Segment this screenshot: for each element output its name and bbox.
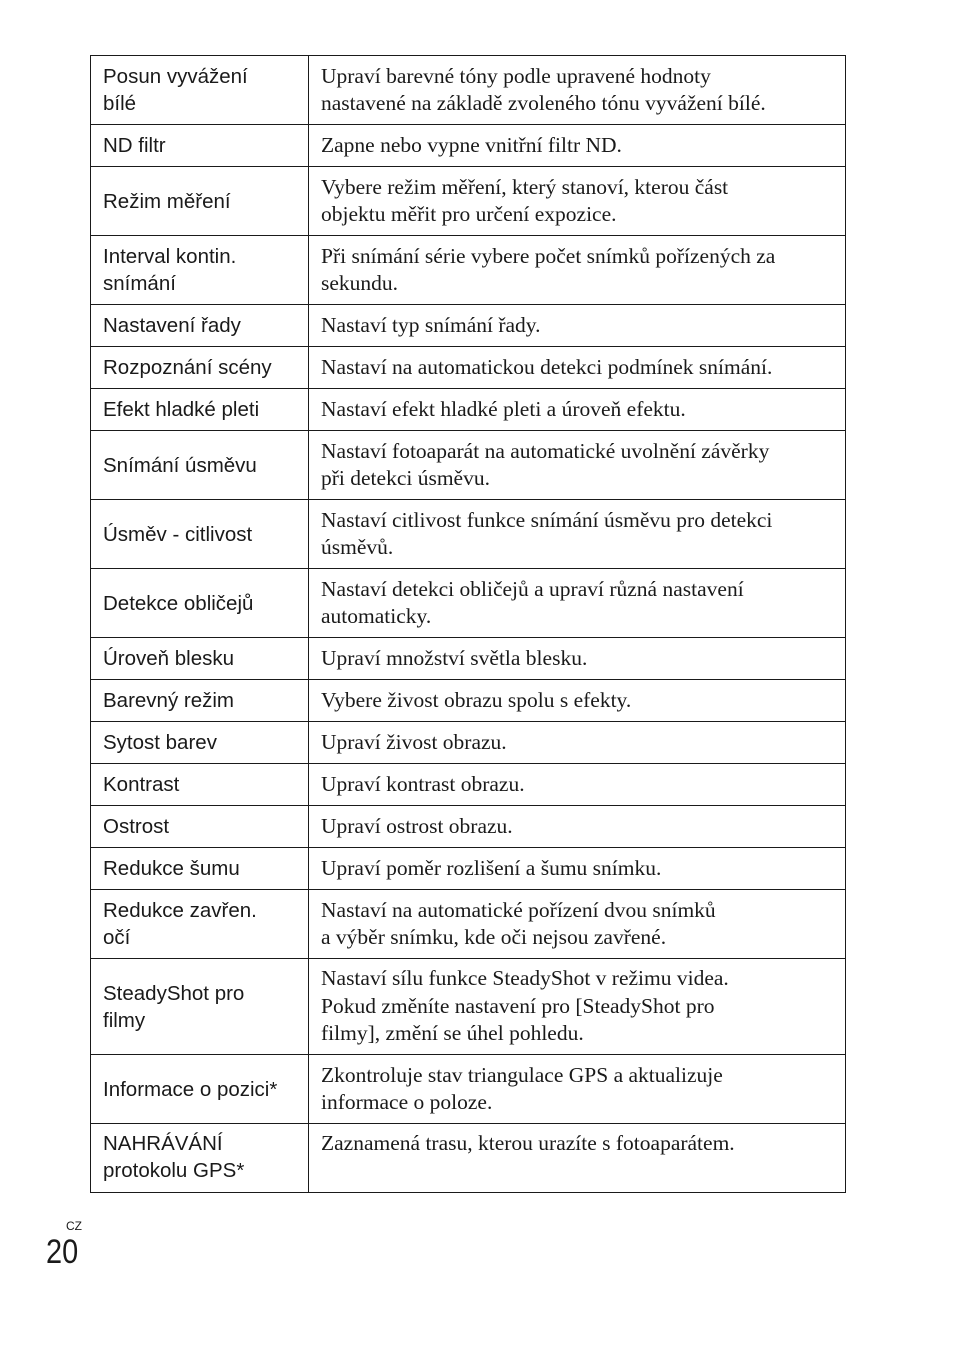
setting-description: Upraví živost obrazu. <box>309 722 846 764</box>
setting-description: Upraví barevné tóny podle upravené hodnoty nastavené na základě zvoleného tónu vyvážení bílé. <box>309 56 846 125</box>
settings-table <box>90 55 846 1193</box>
setting-description: Vybere režim měření, který stanoví, kterou část objektu měřit pro určení expozice. <box>309 167 846 236</box>
table-row <box>91 1055 846 1124</box>
setting-description: Při snímání série vybere počet snímků pořízených za sekundu. <box>309 236 846 305</box>
setting-description: Zkontroluje stav triangulace GPS a aktualizuje informace o poloze. <box>309 1055 846 1124</box>
setting-description: Nastaví detekci obličejů a upraví různá nastavení automaticky. <box>309 569 846 638</box>
setting-name: Režim měření <box>91 167 309 236</box>
setting-description: Nastaví na automatické pořízení dvou snímků a výběr snímku, kde oči nejsou zavřené. <box>309 890 846 959</box>
setting-name: Redukce zavřen. očí <box>91 890 309 959</box>
setting-description: Upraví ostrost obrazu. <box>309 806 846 848</box>
setting-description: Upraví kontrast obrazu. <box>309 764 846 806</box>
setting-name: Snímání úsměvu <box>91 431 309 500</box>
table-row <box>91 680 846 722</box>
table-row <box>91 638 846 680</box>
setting-name: Nastavení řady <box>91 305 309 347</box>
setting-name: Barevný režim <box>91 680 309 722</box>
table-row <box>91 500 846 569</box>
setting-name: Detekce obličejů <box>91 569 309 638</box>
setting-description: Zapne nebo vypne vnitřní filtr ND. <box>309 125 846 167</box>
setting-description: Nastaví fotoaparát na automatické uvolnění závěrky při detekci úsměvu. <box>309 431 846 500</box>
setting-description: Upraví poměr rozlišení a šumu snímku. <box>309 848 846 890</box>
table-row <box>91 236 846 305</box>
setting-name: Úsměv - citlivost <box>91 500 309 569</box>
table-row <box>91 1124 846 1193</box>
table-row <box>91 305 846 347</box>
table-row <box>91 848 846 890</box>
setting-name: Kontrast <box>91 764 309 806</box>
table-row <box>91 347 846 389</box>
table-row <box>91 389 846 431</box>
table-row <box>91 890 846 959</box>
setting-description: Nastaví na automatickou detekci podmínek snímání. <box>309 347 846 389</box>
setting-name: Úroveň blesku <box>91 638 309 680</box>
setting-name: ND filtr <box>91 125 309 167</box>
table-row <box>91 722 846 764</box>
setting-description: Zaznamená trasu, kterou urazíte s fotoaparátem. <box>309 1124 846 1193</box>
table-row <box>91 56 846 125</box>
setting-description: Nastaví efekt hladké pleti a úroveň efektu. <box>309 389 846 431</box>
table-row <box>91 431 846 500</box>
table-row <box>91 959 846 1055</box>
table-row <box>91 125 846 167</box>
table-row <box>91 764 846 806</box>
language-code: CZ <box>66 1219 82 1233</box>
setting-name: Redukce šumu <box>91 848 309 890</box>
table-row <box>91 569 846 638</box>
setting-name: Efekt hladké pleti <box>91 389 309 431</box>
setting-name: SteadyShot pro filmy <box>91 959 309 1055</box>
setting-description: Nastaví citlivost funkce snímání úsměvu pro detekci úsměvů. <box>309 500 846 569</box>
setting-name: Ostrost <box>91 806 309 848</box>
page-number: 20 <box>46 1233 79 1271</box>
setting-name: NAHRÁVÁNÍ protokolu GPS* <box>91 1124 309 1193</box>
setting-description: Upraví množství světla blesku. <box>309 638 846 680</box>
setting-name: Interval kontin. snímání <box>91 236 309 305</box>
setting-name: Posun vyvážení bílé <box>91 56 309 125</box>
setting-name: Informace o pozici* <box>91 1055 309 1124</box>
setting-description: Nastaví typ snímání řady. <box>309 305 846 347</box>
settings-table-container <box>90 55 845 1193</box>
setting-description: Nastaví sílu funkce SteadyShot v režimu videa. Pokud změníte nastavení pro [SteadyShot pro filmy], změní se úhel pohledu. <box>309 959 846 1055</box>
setting-name: Sytost barev <box>91 722 309 764</box>
setting-description: Vybere živost obrazu spolu s efekty. <box>309 680 846 722</box>
table-row <box>91 806 846 848</box>
table-row <box>91 167 846 236</box>
setting-name: Rozpoznání scény <box>91 347 309 389</box>
